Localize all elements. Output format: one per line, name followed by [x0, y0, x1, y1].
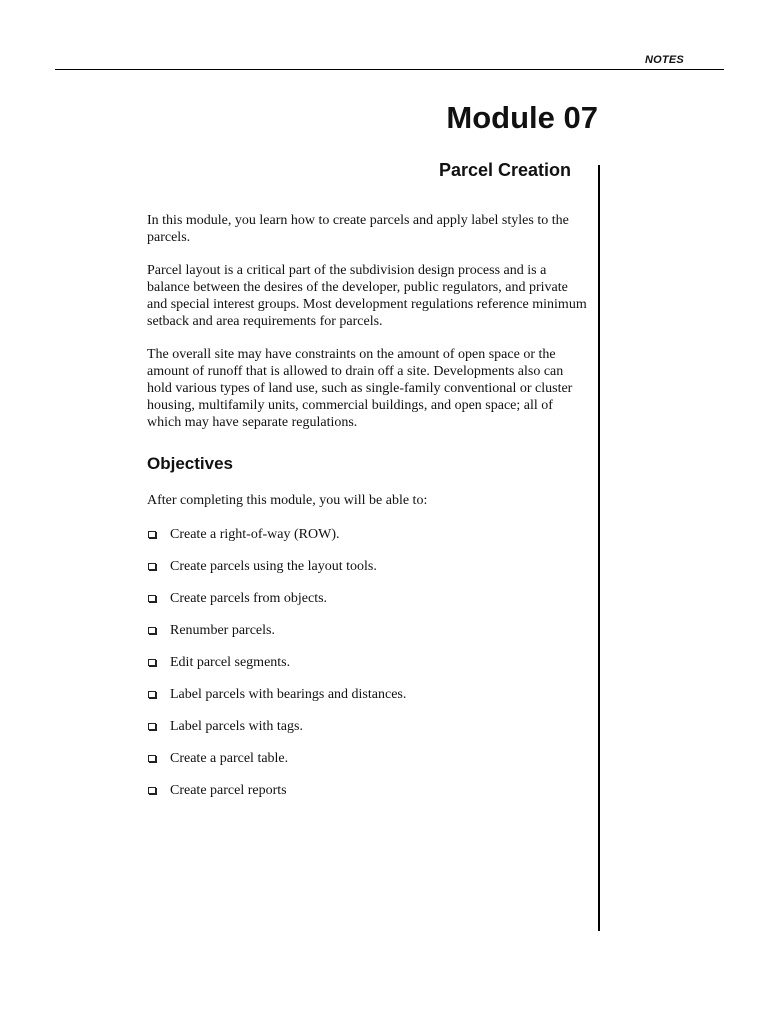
list-item	[147, 622, 589, 639]
list-item	[147, 526, 589, 543]
objectives-intro: After completing this module, you will be able to:	[147, 493, 428, 508]
header-rule	[55, 69, 724, 70]
checkbox-bullet-icon	[148, 691, 156, 698]
objective-text: Label parcels with tags.	[170, 719, 303, 734]
objective-text: Create a right-of-way (ROW).	[170, 527, 340, 542]
module-title: Module 07	[446, 100, 598, 135]
checkbox-bullet-icon	[148, 723, 156, 730]
checkbox-bullet-icon	[148, 595, 156, 602]
objective-text: Create parcels from objects.	[170, 591, 328, 606]
checkbox-bullet-icon	[148, 659, 156, 666]
objectives-list	[147, 526, 589, 799]
checkbox-bullet-icon	[148, 755, 156, 762]
intro-paragraph: In this module, you learn how to create parcels and apply label styles to the parcels.	[147, 213, 569, 245]
list-item	[147, 686, 589, 703]
objective-text: Create a parcel table.	[170, 751, 289, 766]
list-item	[147, 782, 589, 799]
list-item	[147, 654, 589, 671]
module-body	[147, 212, 589, 814]
parcel-layout-paragraph: Parcel layout is a critical part of the subdivision design process and is a balance between the desires of the developer, public regulators, and private and special interest groups. Most development regulations reference minimum setback and area requirements for parcels.	[147, 263, 587, 329]
objective-text: Label parcels with bearings and distances.	[170, 687, 407, 702]
objective-text: Renumber parcels.	[170, 623, 275, 638]
module-subtitle: Parcel Creation	[438, 160, 571, 180]
objective-text: Edit parcel segments.	[170, 655, 291, 670]
list-item	[147, 590, 589, 607]
objectives-heading: Objectives	[147, 454, 233, 473]
notes-label: NOTES	[645, 54, 684, 66]
checkbox-bullet-icon	[148, 787, 156, 794]
site-constraints-paragraph: The overall site may have constraints on the amount of open space or the amount of runoff that is allowed to drain off a site. Developments also can hold various types of land use, such as single-family conventional or cluster housing, multifamily units, commercial buildings, and open space; all of which may have separate regulations.	[147, 347, 573, 430]
objective-text: Create parcels using the layout tools.	[170, 559, 377, 574]
checkbox-bullet-icon	[148, 563, 156, 570]
list-item	[147, 558, 589, 575]
notes-column-rule	[598, 165, 600, 931]
objective-text: Create parcel reports	[170, 783, 287, 798]
checkbox-bullet-icon	[148, 627, 156, 634]
list-item	[147, 750, 589, 767]
checkbox-bullet-icon	[148, 531, 156, 538]
list-item	[147, 718, 589, 735]
